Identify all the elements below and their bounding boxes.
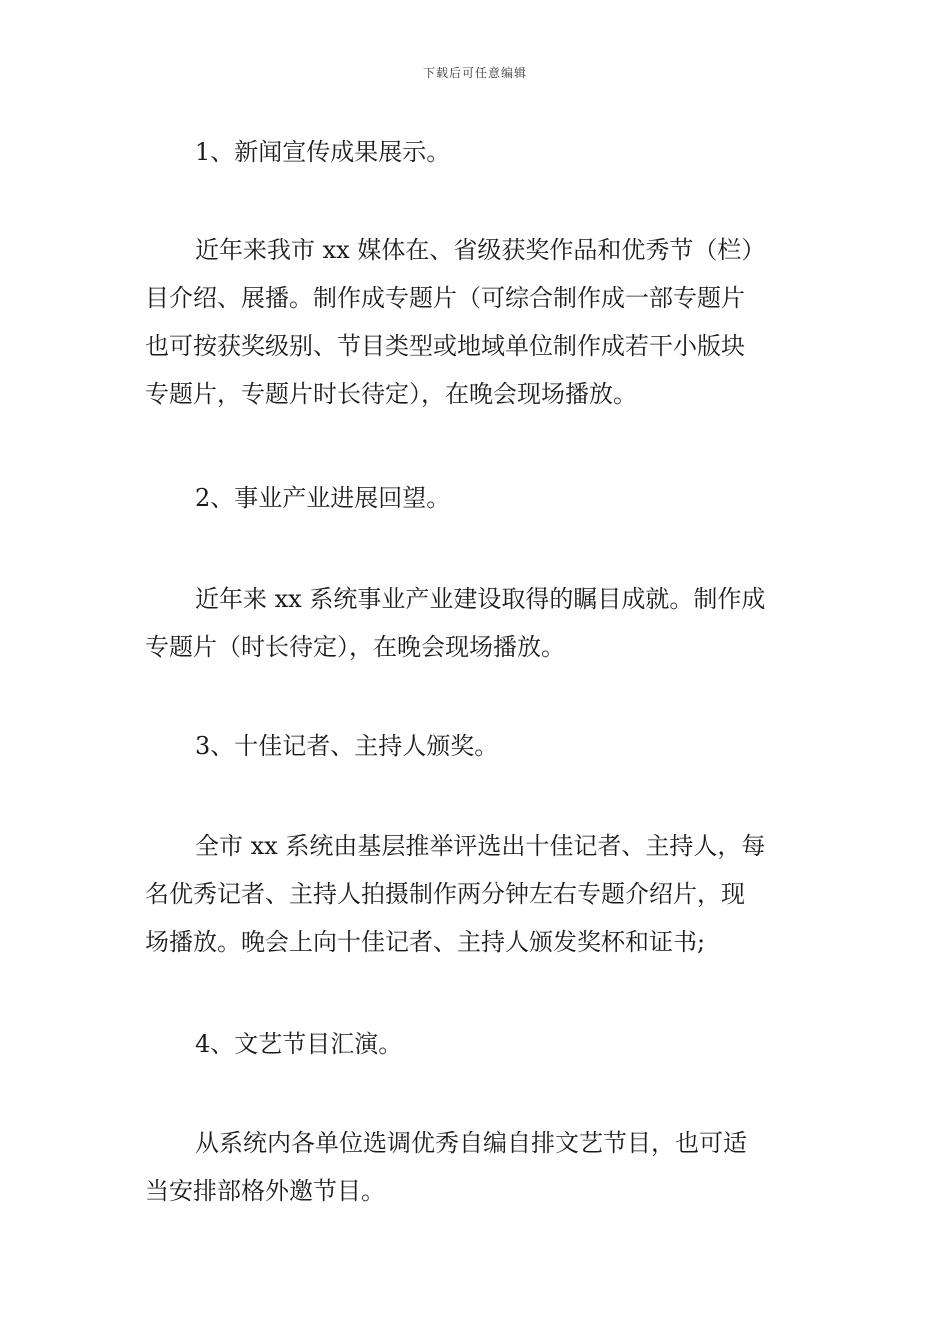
paragraph-line: 名优秀记者、主持人拍摄制作两分钟左右专题介绍片，现 xyxy=(145,880,745,908)
heading-text: 2、事业产业进展回望。 xyxy=(195,484,451,512)
section-1-body xyxy=(145,226,807,418)
paragraph-line: 当安排部格外邀节目。 xyxy=(145,1177,385,1205)
paragraph-line: 也可按获奖级别、节目类型或地域单位制作成若干小版块 xyxy=(145,332,745,360)
section-4-body xyxy=(145,1119,807,1215)
section-3-heading xyxy=(145,722,807,770)
section-4-heading xyxy=(145,1020,807,1068)
heading-text: 3、十佳记者、主持人颁奖。 xyxy=(195,732,499,760)
heading-text: 1、新闻宣传成果展示。 xyxy=(195,138,451,166)
page-header: 下载后可任意编辑 xyxy=(422,66,527,80)
section-3-body xyxy=(145,822,807,966)
paragraph-line: 全市 xx 系统由基层推举评选出十佳记者、主持人，每 xyxy=(195,832,766,860)
heading-text: 4、文艺节目汇演。 xyxy=(195,1030,403,1058)
section-1-heading xyxy=(145,128,807,176)
paragraph-line: 目介绍、展播。制作成专题片（可综合制作成一部专题片 xyxy=(145,284,745,312)
paragraph-line: 专题片（时长待定），在晚会现场播放。 xyxy=(145,633,565,661)
paragraph-line: 近年来 xx 系统事业产业建设取得的瞩目成就。制作成 xyxy=(195,585,766,613)
paragraph-line: 专题片，专题片时长待定），在晚会现场播放。 xyxy=(145,380,637,408)
paragraph-line: 场播放。晚会上向十佳记者、主持人颁发奖杯和证书; xyxy=(145,928,706,956)
section-2-heading xyxy=(145,474,807,522)
paragraph-line: 近年来我市 xx 媒体在、省级获奖作品和优秀节（栏） xyxy=(195,236,766,264)
paragraph-line: 从系统内各单位选调优秀自编自排文艺节目，也可适 xyxy=(195,1129,747,1157)
section-2-body xyxy=(145,575,807,671)
